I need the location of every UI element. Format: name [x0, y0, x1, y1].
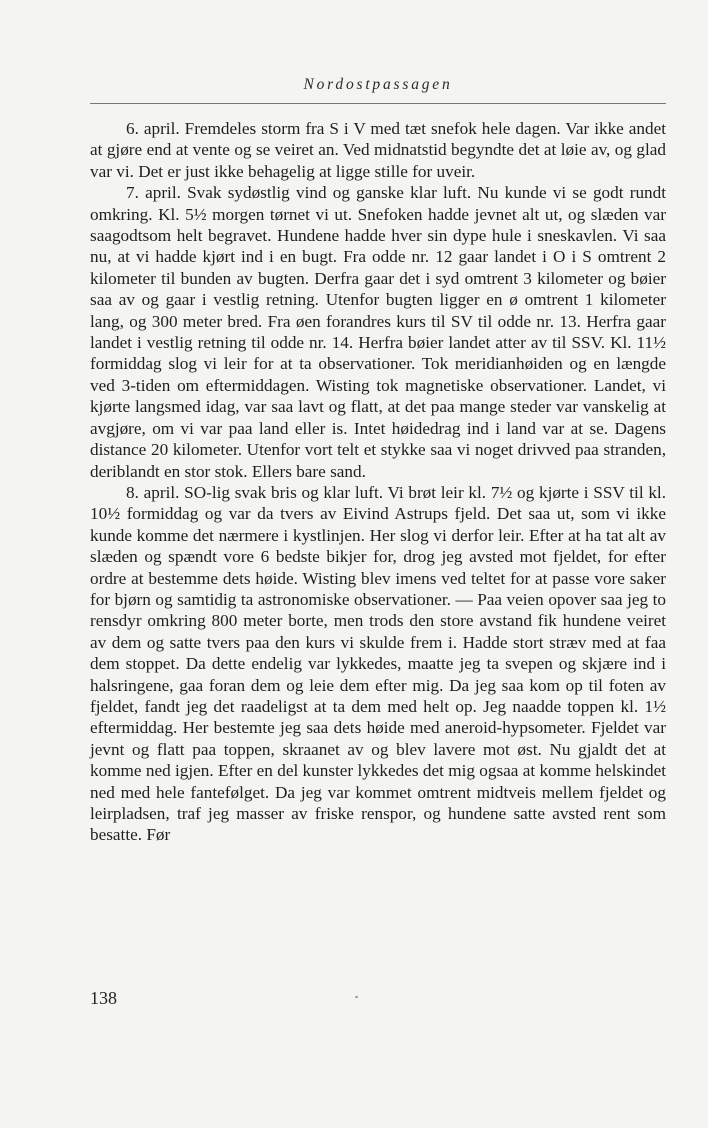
paragraph-april-6: 6. april. Fremdeles storm fra S i V med tæt snefok hele dagen. Var ikke andet at gjøre end at vente og se veiret an. Ved midnatstid begyndte det at løie av, og glad var vi. Det er just ikke behagelig at ligge stille for uveir. — [90, 119, 666, 181]
paragraph-april-7: 7. april. Svak sydøstlig vind og ganske klar luft. Nu kunde vi se godt rundt omkring. Kl. 5½ morgen tørnet vi ut. Snefoken hadde jevnet alt ut, og slæden var saagodtsom helt begravet. Hundene hadde hver sin dype hule i sneskavlen. Vi saa nu, at vi hadde kjørt ind i en bugt. Fra odde nr. 12 gaar landet i O i S omtrent 2 kilometer til bunden av bugten. Derfra gaar det i syd omtrent 3 kilometer og bøier saa av og gaar i vestlig retning. Utenfor bugten ligger en ø omtrent 1 kilometer lang, og 300 meter bred. Fra øen forandres kurs til SV til odde nr. 13. Herfra gaar landet i vestlig retning til odde nr. 14. Herfra bøier landet atter av til SSV. Kl. 11½ formiddag slog vi leir for at ta observationer. Tok meridianhøiden og en længde ved 3-tiden om eftermiddagen. Wisting tok magnetiske observationer. Landet, vi kjørte langsmed idag, var saa lavt og flatt, at det paa mange steder var vanskelig at avgjøre, om vi var paa land eller is. Intet høidedrag ind i land var at se. Dagens distance 20 kilometer. Utenfor vort telt et stykke saa vi noget drivved paa stranden, deriblandt en stor stok. Ellers bare sand. — [90, 183, 666, 481]
page-number: 138 — [90, 988, 117, 1008]
header-rule — [90, 103, 666, 104]
running-header: Nordostpassagen — [303, 76, 453, 93]
print-speck — [355, 996, 358, 998]
body-text — [90, 118, 666, 846]
paragraph-april-8: 8. april. SO-lig svak bris og klar luft. Vi brøt leir kl. 7½ og kjørte i SSV til kl. 10½ formiddag og var da tvers av Eivind Astrups fjeld. Det saa ut, som vi ikke kunde komme det nærmere i kystlinjen. Her slog vi derfor leir. Efter at ha tat alt av slæden og spændt vore 6 bedste bikjer for, drog jeg avsted mot fjeldet, for efter ordre at bestemme dets høide. Wisting blev imens ved teltet for at passe vore saker for bjørn og samtidig ta astronomiske observationer. — Paa veien opover saa jeg to rensdyr omkring 800 meter borte, men trods den store avstand fik hundene veiret av dem og satte tvers paa den kurs vi skulde frem i. Hadde stort stræv med at faa dem stoppet. Da dette endelig var lykkedes, maatte jeg ta svepen og skjære ind i halsringene, gaa foran dem og leie dem efter mig. Da jeg saa kom op til foten av fjeldet, fandt jeg det raadeligst at ta dem med helt op. Jeg naadde toppen kl. 1½ eftermiddag. Her bestemte jeg saa dets høide med aneroid-hypsometer. Fjeldet var jevnt og flatt paa toppen, skraanet av og blev lavere mot øst. Nu gjaldt det at komme ned igjen. Efter en del kunster lykkedes det mig ogsaa at komme helskindet ned med hele fantefølget. Da jeg var kommet omtrent midtveis mellem fjeldet og leirpladsen, traf jeg masser av friske renspor, og hundene satte avsted rent som besatte. Før — [90, 482, 666, 845]
